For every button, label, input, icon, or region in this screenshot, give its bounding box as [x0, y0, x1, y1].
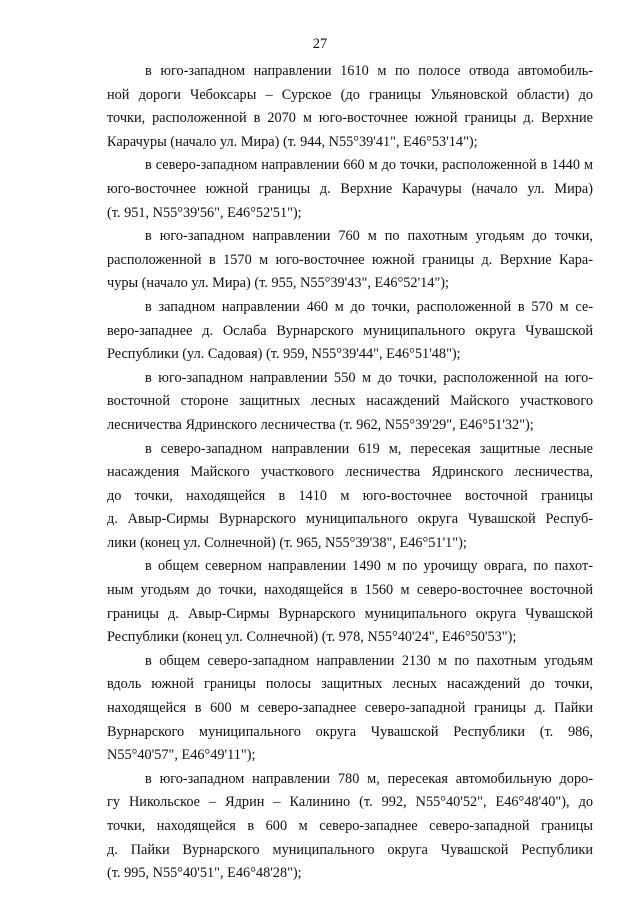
paragraph-line: точки, находящейся в 600 м северо-западнее северо-западной границы — [107, 818, 593, 834]
paragraph-line: в северо-западном направлении 660 м до точки, расположенной в 1440 м — [145, 157, 593, 174]
paragraph — [107, 555, 593, 649]
paragraph-line: чуры (начало ул. Мира) (т. 955, N55°39'43", E46°52'14"); — [107, 275, 450, 292]
paragraph-line: Республики (ул. Садовая) (т. 959, N55°39'44", E46°51'48"); — [107, 346, 461, 363]
paragraph — [107, 60, 593, 154]
paragraph-line: в юго-западном направлении 760 м по пахотным угодьям до точки, — [145, 228, 593, 245]
paragraph-line: (т. 995, N55°40'51", E46°48'28"); — [107, 865, 302, 882]
paragraph-line: насаждения Майского участкового лесничества Ядринского лесничества, — [107, 464, 593, 481]
paragraph-line: в общем северном направлении 1490 м по урочищу оврага, по пахот- — [145, 558, 593, 575]
paragraph-line: ным угодьям до точки, находящейся в 1560 м северо-восточнее восточной — [107, 582, 593, 599]
paragraph-line: Вурнарского муниципального округа Чувашской Республики (т. 986, — [107, 723, 593, 740]
paragraph-line: лики (конец ул. Солнечной) (т. 965, N55°39'38", E46°51'1"); — [107, 534, 467, 551]
paragraph-line: д. Пайки Вурнарского муниципального округа Чувашской Республики — [107, 841, 593, 858]
paragraph — [107, 438, 593, 556]
paragraph — [107, 296, 593, 367]
paragraph-line: в северо-западном направлении 619 м, пересекая защитные лесные — [145, 440, 593, 457]
paragraph-line: границы д. Авыр-Сирмы Вурнарского муниципального округа Чувашской — [107, 605, 593, 622]
paragraph-line: в общем северо-западном направлении 2130 м по пахотным угодьям — [145, 652, 593, 669]
paragraph — [107, 154, 593, 225]
paragraph-line: N55°40'57", E46°49'11"); — [107, 747, 256, 764]
document-body — [107, 60, 593, 886]
paragraph-line: Карачуры (начало ул. Мира) (т. 944, N55°39'41", E46°53'14"); — [107, 133, 478, 150]
paragraph-line: д. Авыр-Сирмы Вурнарского муниципального округа Чувашской Респуб- — [107, 511, 593, 528]
paragraph-line: веро-западнее д. Ослаба Вурнарского муниципального округа Чувашской — [107, 322, 593, 339]
paragraph-line: в западном направлении 460 м до точки, расположенной в 570 м се- — [145, 298, 593, 315]
paragraph — [107, 650, 593, 768]
paragraph-line: гу Никольское – Ядрин – Калинино (т. 992, N55°40'52", E46°48'40"), до — [107, 794, 593, 811]
paragraph-line: в юго-западном направлении 1610 м по полосе отвода автомобиль- — [145, 63, 593, 79]
paragraph-line: расположенной в 1570 м юго-восточнее южной границы д. Верхние Кара- — [107, 251, 593, 268]
paragraph-line: Республики (конец ул. Солнечной) (т. 978, N55°40'24", E46°50'53"); — [107, 629, 517, 646]
paragraph — [107, 367, 593, 438]
paragraph — [107, 768, 593, 886]
paragraph-line: лесничества Ядринского лесничества (т. 962, N55°39'29", E46°51'32"); — [107, 416, 534, 433]
paragraph-line: вдоль южной границы полосы защитных лесных насаждений до точки, — [107, 676, 593, 693]
paragraph-line: в юго-западном направлении 780 м, пересекая автомобильную доро- — [145, 770, 593, 787]
paragraph-line: в юго-западном направлении 550 м до точки, расположенной на юго- — [145, 369, 593, 386]
paragraph-line: юго-восточнее южной границы д. Верхние Карачуры (начало ул. Мира) — [107, 180, 593, 197]
page-number: 27 — [312, 36, 328, 52]
paragraph-line: (т. 951, N55°39'56", E46°52'51"); — [107, 204, 302, 221]
paragraph-line: находящейся в 600 м северо-западнее северо-западной границы д. Пайки — [107, 700, 593, 717]
paragraph-line: точки, расположенной в 2070 м юго-восточнее южной границы д. Верхние — [107, 110, 593, 127]
paragraph-line: до точки, находящейся в 1410 м юго-восточнее восточной границы — [107, 487, 593, 504]
paragraph-line: восточной стороне защитных лесных насаждений Майского участкового — [107, 393, 593, 410]
paragraph-line: ной дороги Чебоксары – Сурское (до границы Ульяновской области) до — [107, 86, 593, 103]
paragraph — [107, 225, 593, 296]
